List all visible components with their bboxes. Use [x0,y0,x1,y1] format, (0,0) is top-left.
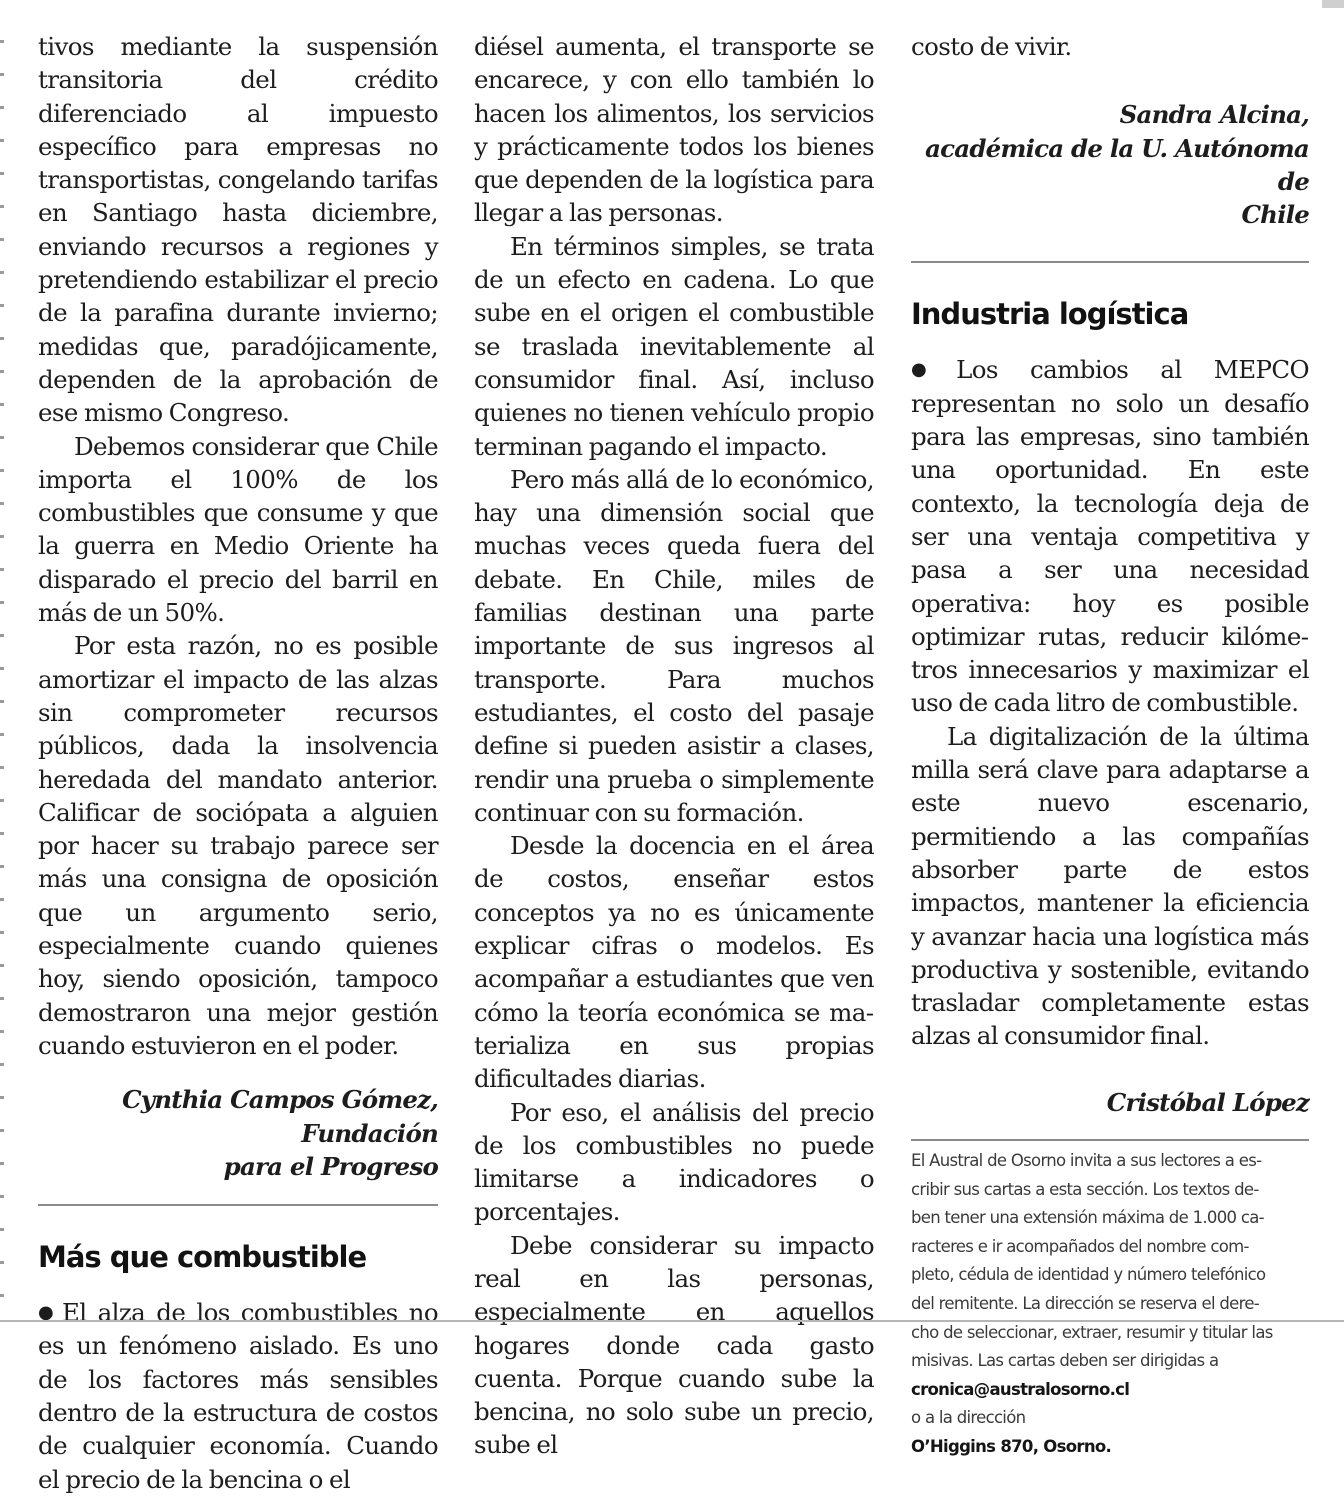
note-line: ben tener una extensión máxima de 1.000 ca- [911,1208,1264,1228]
col3-section-heading: Industria logística [911,297,1189,332]
col1-paragraph-4-text: El alza de los combustibles no es un fenómeno aislado. Es uno de los factores más sensibles dentro de la estructura de costos de cualquier economía. Cuando el precio de la bencina o el [38,1298,439,1494]
col2-paragraph-1: diésel aumenta, el transporte se encarece, y con ello también lo hacen los alimentos, los servicios y prácticamente todos los bienes que dependen de la logística para llegar a las personas. [474,32,874,228]
page-edge-marks [0,40,4,1310]
col1-paragraph-2: Debemos considerar que Chile importa el 100% de los combustibles que consume y que la guerra en Medio Oriente ha disparado el precio del barril en más de un 50%. [38,431,438,628]
letters-note [911,1147,1309,1462]
note-line: El Austral de Osorno invita a sus lectores a es- [911,1151,1262,1171]
col2-paragraph-4: Desde la docencia en el área de costos, enseñar estos conceptos ya no es únicamente explicar cifras o modelos. Es acompañar a estudiantes que ven cómo la teoría económica se materializa en sus propias dificultades diarias. [474,831,874,1094]
col2-paragraph-3: Pero más allá de lo económico, hay una dimensión social que muchas veces queda fuera del debate. En Chile, miles de familias destinan una parte importante de sus ingresos al transporte. Para muchos estudiantes, el costo del pasaje define si pueden asistir a clases, rendir una prueba o simplemente continuar con su formación. [474,464,874,827]
col3-paragraph-3: La digitalización de la última milla será clave para adaptarse a este nuevo escenario, permitiendo a las compañías absorber parte de estos impactos, mantener la eficiencia y avanzar hacia una logística más productiva y sostenible, evitando trasladar completamente estas alzas al consumidor final. [911,721,1309,1051]
column-3 [911,30,1309,1462]
address-label: o a la dirección [911,1408,1026,1428]
column-1 [38,30,438,1496]
col2-paragraph-5: Por eso, el análisis del precio de los combustibles no puede limitarse a indicadores o porcentajes. [474,1097,874,1227]
bullet-icon: ● [38,1302,59,1324]
col3-paragraph-2-text: Los cambios al MEPCO representan no solo un desafío para las empresas, sino también una oportunidad. En este contexto, la tecnología deja de ser una ventaja competitiva y pasa a ser una necesidad operativa: hoy es posible optimizar rutas, reducir kilómetros innecesarios y maximizar el uso de cada litro de combustible. [911,355,1309,718]
col3-signature-line-2: académica de la U. Autónoma de [925,133,1309,196]
address [911,1433,1309,1462]
col3-signature-line-3: Chile [1241,200,1309,230]
col1-paragraph-1: tivos mediante la suspensión transitoria del crédito diferenciado al impuesto específico para empresas no transportistas, congelando tarifas en Santiago hasta diciembre, enviando recursos a regiones y pretendiendo estabilizar el precio de la parafina durante invierno; medidas que, paradójicamente, dependen de la aprobación de ese mismo Congreso. [38,32,438,428]
page-corner-mark [1322,0,1344,8]
col3-paragraph-2 [911,353,1309,719]
email-link[interactable] [911,1376,1309,1405]
note-line: cho de seleccionar, extraer, resumir y titular las [911,1322,1273,1342]
col1-signature-line-1: Cynthia Campos Gómez, Fundación [122,1085,438,1148]
note-line: del remitente. La dirección se reserva el dere- [911,1293,1260,1313]
note-line: pleto, cédula de identidad y número telefónico [911,1265,1266,1285]
note-line: misivas. Las cartas deben ser dirigidas a [911,1351,1219,1371]
col2-paragraph-6: Debe considerar su impacto real en las personas, especialmente en aquellos hogares donde cada gasto cuenta. Porque cuando sube la bencina, no solo sube un precio, sube el [474,1230,874,1460]
email-text[interactable]: cronica@australosorno.cl [911,1379,1130,1399]
bullet-icon: ● [911,359,953,381]
col2-paragraph-2: En términos simples, se trata de un efecto en cadena. Lo que sube en el origen el combustible se traslada inevitablemente al consumidor final. Así, incluso quienes no tienen vehículo propio terminan pagando el impacto. [474,231,874,461]
col1-paragraph-4 [38,1296,438,1496]
note-line: racteres e ir acompañados del nombre com- [911,1236,1249,1256]
col1-signature-line-2: para el Progreso [223,1151,438,1181]
page-bottom-rule [0,1320,1344,1322]
col3-signature: Cristóbal López [1106,1087,1309,1117]
col1-section-heading: Más que combustible [38,1240,367,1275]
note-line: cribir sus cartas a esta sección. Los textos de- [911,1179,1259,1199]
column-2 [474,30,874,1462]
col3-signature-line-1: Sandra Alcina, [1119,100,1309,130]
address-text: O’Higgins 870, Osorno. [911,1436,1112,1456]
col3-paragraph-1: costo de vivir. [911,32,1072,61]
col1-paragraph-3: Por esta razón, no es posible amortizar el impacto de las alzas sin comprometer recursos públicos, dada la insolvencia heredada del mandato anterior. Calificar de sociópata a alguien por hacer su trabajo parece ser más una consigna de oposición que un argumento serio, especialmente cuando quienes hoy, siendo oposición, tampoco demostraron una mejor gestión cuando estuvieron en el poder. [38,631,438,1060]
